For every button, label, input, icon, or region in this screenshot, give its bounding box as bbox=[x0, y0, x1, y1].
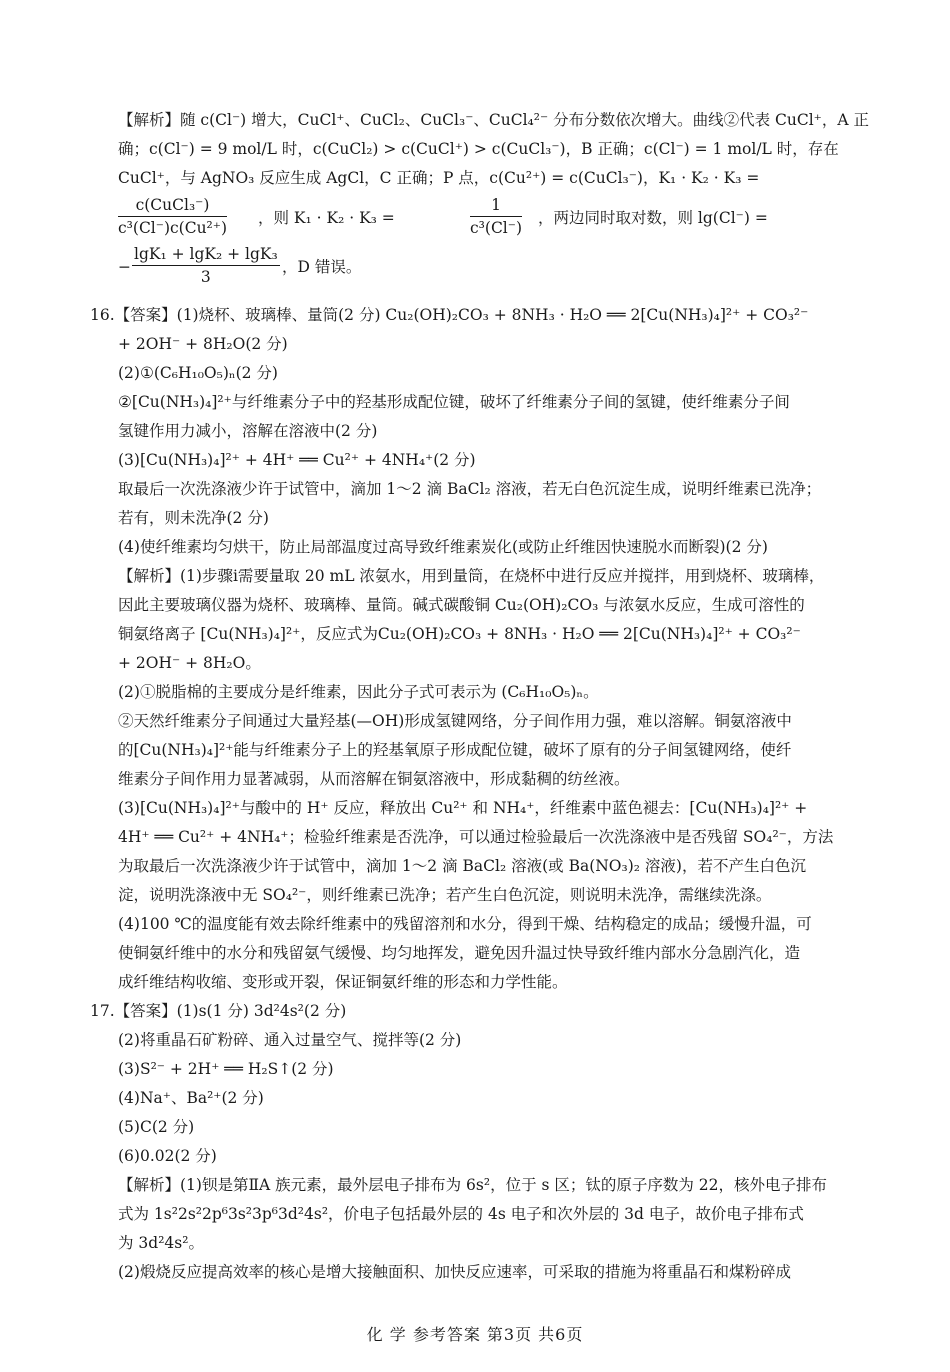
answer-text-line: 为 3d²4s²。 bbox=[118, 1234, 204, 1252]
fraction-log-sum bbox=[132, 245, 280, 286]
answer-text-line: (4)使纤维素均匀烘干，防止局部温度过高导致纤维素炭化(或防止纤维因快速脱水而断裂)(2 分) bbox=[118, 538, 768, 556]
answer-text-line: (2)①(C₆H₁₀O₅)ₙ(2 分) bbox=[118, 364, 278, 382]
answer-text-line: + 2OH⁻ + 8H₂O(2 分) bbox=[118, 335, 288, 353]
answer-text-line: 为取最后一次洗涤液少许于试管中，滴加 1～2 滴 BaCl₂ 溶液(或 Ba(NO₃)₂ 溶液)，若不产生白色沉 bbox=[118, 857, 806, 875]
answer-text-line: 氢键作用力减小，溶解在溶液中(2 分) bbox=[118, 422, 378, 440]
answer-text-line: ②[Cu(NH₃)₄]²⁺与纤维素分子中的羟基形成配位键，破坏了纤维素分子间的氢键，使纤维素分子间 bbox=[118, 393, 790, 411]
page-footer: 化 学 参考答案 第3页 共6页 bbox=[366, 1325, 584, 1344]
answer-text-line: 【解析】(1)步骤ⅰ需要量取 20 mL 浓氨水，用到量筒，在烧杯中进行反应并搅拌，用到烧杯、玻璃棒， bbox=[118, 567, 825, 585]
answer-text-line: (2)①脱脂棉的主要成分是纤维素，因此分子式可表示为 (C₆H₁₀O₅)ₙ。 bbox=[118, 683, 599, 701]
answer-text-line: 【解析】(1)钡是第ⅡA 族元素，最外层电子排布为 6s²，位于 s 区；钛的原子序数为 22，核外电子排布 bbox=[118, 1176, 828, 1194]
answer-text-line: 式为 1s²2s²2p⁶3s²3p⁶3d²4s²，价电子包括最外层的 4s 电子和次外层的 3d 电子，故价电子排布式 bbox=[118, 1205, 804, 1223]
fraction-numerator: lgK₁ + lgK₂ + lgK₃ bbox=[132, 245, 280, 266]
answer-text-line: 使铜氨纤维中的水分和残留氨气缓慢、均匀地挥发，避免因升温过快导致纤维内部水分急剧汽化，造 bbox=[118, 944, 801, 962]
answer-text-line: 铜氨络离子 [Cu(NH₃)₄]²⁺，反应式为Cu₂(OH)₂CO₃ + 8NH₃ · H₂O ══ 2[Cu(NH₃)₄]²⁺ + CO₃²⁻ bbox=[118, 625, 801, 643]
answer-text-line: 成纤维结构收缩、变形或开裂，保证铜氨纤维的形态和力学性能。 bbox=[118, 973, 568, 991]
analysis-inline-text: ，两边同时取对数，则 lg(Cl⁻) = bbox=[538, 209, 768, 227]
answer-text-line: 4H⁺ ══ Cu²⁺ + 4NH₄⁺；检验纤维素是否洗净，可以通过检验最后一次洗涤液中是否残留 SO₄²⁻，方法 bbox=[118, 828, 834, 846]
answer-text-line: ②天然纤维素分子间通过大量羟基(—OH)形成氢键网络，分子间作用力强，难以溶解。铜氨溶液中 bbox=[118, 712, 792, 730]
answer-text-line: (6)0.02(2 分) bbox=[118, 1147, 217, 1165]
analysis-inline-text: ，D 错误。 bbox=[282, 258, 362, 276]
answer-text-line: (4)100 ℃的温度能有效去除纤维素中的残留溶剂和水分，得到干燥、结构稳定的成品；缓慢升温，可 bbox=[118, 915, 812, 933]
answer-text-line: (3)S²⁻ + 2H⁺ ══ H₂S↑(2 分) bbox=[118, 1060, 334, 1078]
fraction-denominator: c³(Cl⁻) bbox=[470, 219, 522, 237]
answer-text-line: 维素分子间作用力显著减弱，从而溶解在铜氨溶液中，形成黏稠的纺丝液。 bbox=[118, 770, 630, 788]
answer-text-line: 的[Cu(NH₃)₄]²⁺能与纤维素分子上的羟基氧原子形成配位键，破坏了原有的分子间氢键网络，使纤 bbox=[118, 741, 792, 759]
answer-text-line: (4)Na⁺、Ba²⁺(2 分) bbox=[118, 1089, 264, 1107]
answer-text-line: 若有，则未洗净(2 分) bbox=[118, 509, 269, 527]
question-answer-line: 17.【答案】(1)s(1 分) 3d²4s²(2 分) bbox=[90, 1002, 347, 1020]
analysis-line: CuCl⁺，与 AgNO₃ 反应生成 AgCl，C 正确；P 点，c(Cu²⁺) = c(CuCl₃⁻)，K₁ · K₂ · K₃ = bbox=[118, 169, 760, 187]
fraction-numerator: c(CuCl₃⁻) bbox=[118, 196, 227, 217]
answer-text-line: (2)煅烧反应提高效率的核心是增大接触面积、加快反应速率，可采取的措施为将重晶石和煤粉碎成 bbox=[118, 1263, 791, 1281]
answer-text-line: 淀，说明洗涤液中无 SO₄²⁻，则纤维素已洗净；若产生白色沉淀，则说明未洗净，需继续洗涤。 bbox=[118, 886, 772, 904]
fraction-denominator: c³(Cl⁻)c(Cu²⁺) bbox=[118, 219, 227, 237]
fraction-inverse bbox=[470, 196, 522, 237]
answer-text-line: (2)将重晶石矿粉碎、通入过量空气、搅拌等(2 分) bbox=[118, 1031, 462, 1049]
fraction-numerator: 1 bbox=[470, 196, 522, 217]
answer-text-line: 取最后一次洗涤液少许于试管中，滴加 1～2 滴 BaCl₂ 溶液，若无白色沉淀生成，说明纤维素已洗净； bbox=[118, 480, 822, 498]
analysis-inline-text: ，则 K₁ · K₂ · K₃ = bbox=[258, 209, 395, 227]
answer-text-line: (5)C(2 分) bbox=[118, 1118, 195, 1136]
answer-text-line: (3)[Cu(NH₃)₄]²⁺ + 4H⁺ ══ Cu²⁺ + 4NH₄⁺(2 分) bbox=[118, 451, 476, 469]
question-answer-line: 16.【答案】(1)烧杯、玻璃棒、量筒(2 分) Cu₂(OH)₂CO₃ + 8NH₃ · H₂O ══ 2[Cu(NH₃)₄]²⁺ + CO₃²⁻ bbox=[90, 306, 809, 324]
minus-sign: − bbox=[118, 258, 131, 276]
fraction-denominator: 3 bbox=[200, 268, 211, 286]
analysis-line: 【解析】随 c(Cl⁻) 增大，CuCl⁺、CuCl₂、CuCl₃⁻、CuCl₄²⁻ 分布分数依次增大。曲线②代表 CuCl⁺，A 正 bbox=[118, 111, 869, 129]
answer-text-line: (3)[Cu(NH₃)₄]²⁺与酸中的 H⁺ 反应，释放出 Cu²⁺ 和 NH₄⁺，纤维素中蓝色褪去：[Cu(NH₃)₄]²⁺ + bbox=[118, 799, 808, 817]
analysis-line: 确；c(Cl⁻) = 9 mol/L 时，c(CuCl₂) > c(CuCl⁺) > c(CuCl₃⁻)，B 正确；c(Cl⁻) = 1 mol/L 时，存在 bbox=[118, 140, 839, 158]
fraction-k-product bbox=[118, 196, 227, 237]
answer-text-line: 因此主要玻璃仪器为烧杯、玻璃棒、量筒。碱式碳酸铜 Cu₂(OH)₂CO₃ 与浓氨水反应，生成可溶性的 bbox=[118, 596, 805, 614]
answer-text-line: + 2OH⁻ + 8H₂O。 bbox=[118, 654, 261, 672]
